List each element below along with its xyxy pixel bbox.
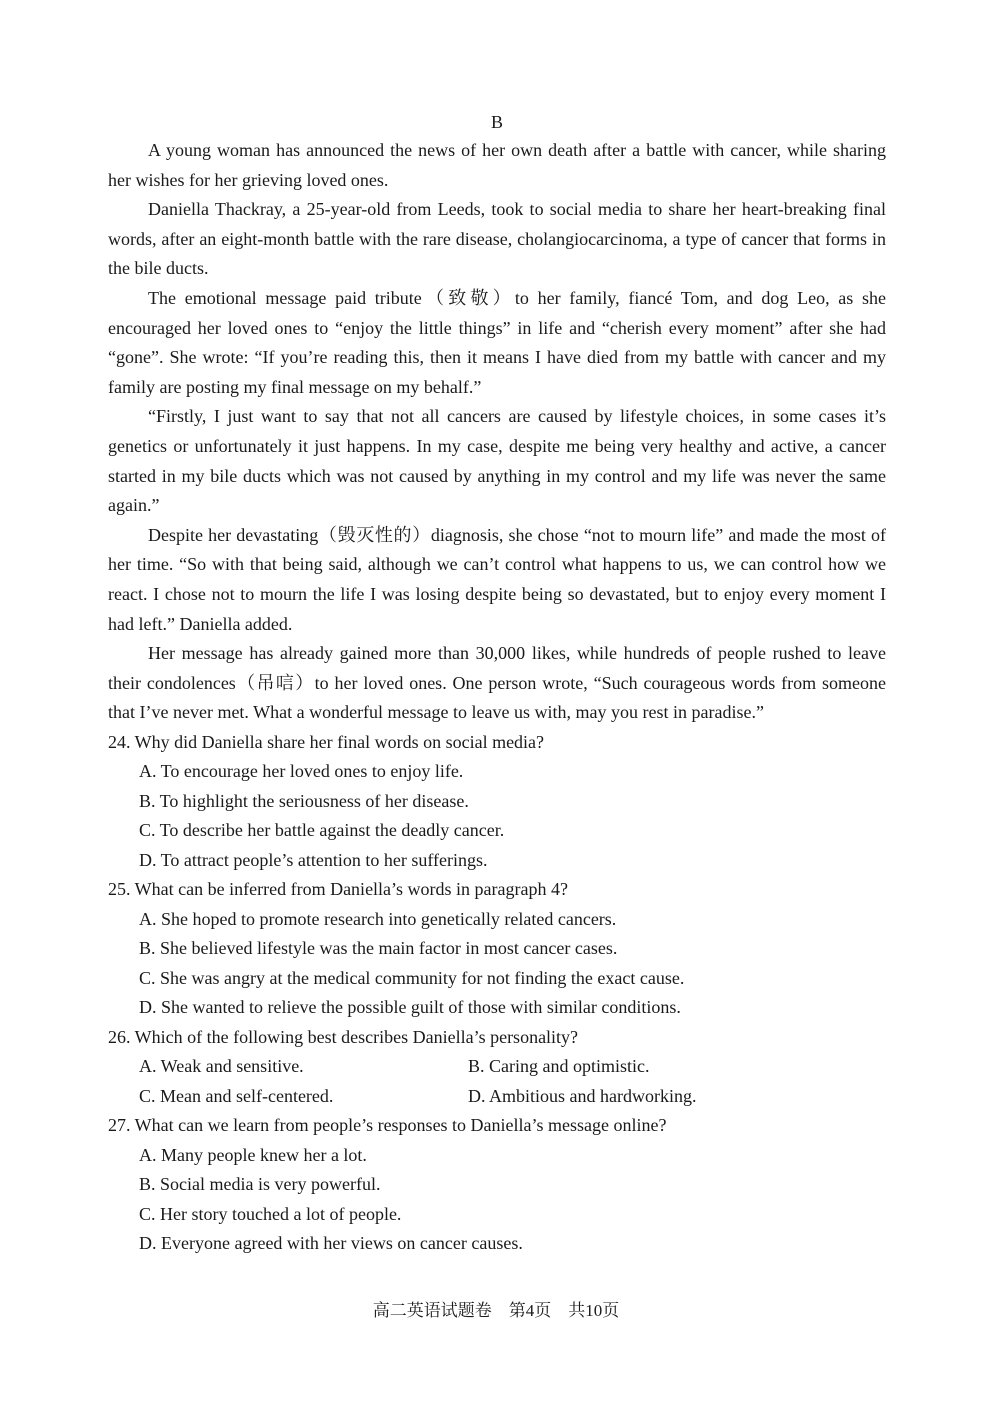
- question-26: [108, 1023, 886, 1112]
- option-c: C. Mean and self-centered.: [139, 1085, 334, 1106]
- option-b: B. To highlight the seriousness of her disease.: [139, 790, 469, 811]
- passage-paragraph-2: Daniella Thackray, a 25-year-old from Leeds, took to social media to share her heart-breaking final words, after an eight-month battle with the rare disease, cholangiocarcinoma, a type of cancer that forms in the bile ducts.: [108, 199, 886, 279]
- passage-paragraph-3: The emotional message paid tribute（致敬）to her family, fiancé Tom, and dog Leo, as she encouraged her loved ones to “enjoy the little things” in life and “cherish every moment” after she had “gone”. She wrote: “If you’re reading this, then it means I have died from my battle with cancer and my family are posting my final message on my behalf.”: [108, 287, 886, 397]
- question-25: [108, 875, 886, 1023]
- question-stem: 27. What can we learn from people’s responses to Daniella’s message online?: [108, 1115, 667, 1136]
- option-c: C. Her story touched a lot of people.: [139, 1203, 402, 1224]
- option-b: B. She believed lifestyle was the main factor in most cancer cases.: [139, 938, 618, 959]
- page-footer: 高二英语试题卷 第4页 共10页: [372, 1301, 620, 1320]
- option-d: D. To attract people’s attention to her sufferings.: [139, 849, 488, 870]
- option-a: A. She hoped to promote research into genetically related cancers.: [139, 908, 617, 929]
- section-title: B: [490, 112, 503, 132]
- passage-paragraph-6: Her message has already gained more than 30,000 likes, while hundreds of people rushed to leave their condolences（吊唁）to her loved ones. One person wrote, “Such courageous words from someone that I’ve never met. What a wonderful message to leave us with, may you rest in paradise.”: [108, 643, 886, 723]
- question-27: [108, 1111, 886, 1259]
- question-stem: 25. What can be inferred from Daniella’s words in paragraph 4?: [108, 879, 568, 900]
- question-stem: 26. Which of the following best describes Daniella’s personality?: [108, 1026, 579, 1047]
- reading-passage: [108, 136, 886, 728]
- option-c: C. To describe her battle against the deadly cancer.: [139, 820, 505, 841]
- option-b: B. Social media is very powerful.: [139, 1174, 381, 1195]
- exam-page: [108, 108, 886, 1259]
- option-row: [108, 1052, 886, 1082]
- passage-paragraph-5: Despite her devastating（毁灭性的）diagnosis, she chose “not to mourn life” and made the most of her time. “So with that being said, although we can’t control what happens to us, we can control how we react. I chose not to mourn the life I was losing despite being so devastated, but to enjoy every moment I had left.” Daniella added.: [108, 524, 886, 634]
- option-d: D. She wanted to relieve the possible guilt of those with similar conditions.: [139, 997, 681, 1018]
- question-24: [108, 728, 886, 876]
- option-c: C. She was angry at the medical community for not finding the exact cause.: [139, 967, 685, 988]
- passage-paragraph-1: A young woman has announced the news of her own death after a battle with cancer, while sharing her wishes for her grieving loved ones.: [108, 140, 886, 190]
- option-a: A. Weak and sensitive.: [139, 1056, 304, 1077]
- option-d: D. Everyone agreed with her views on cancer causes.: [139, 1233, 523, 1254]
- option-b: B. Caring and optimistic.: [468, 1056, 650, 1077]
- option-row: [108, 1082, 886, 1112]
- question-stem: 24. Why did Daniella share her final words on social media?: [108, 731, 545, 752]
- passage-paragraph-4: “Firstly, I just want to say that not all cancers are caused by lifestyle choices, in some cases it’s genetics or unfortunately it just happens. In my case, despite me being very healthy and active, a cancer started in my bile ducts which was not caused by anything in my control and my life was never the same again.”: [108, 406, 886, 516]
- option-d: D. Ambitious and hardworking.: [468, 1085, 697, 1106]
- option-a: A. To encourage her loved ones to enjoy life.: [139, 761, 464, 782]
- option-a: A. Many people knew her a lot.: [139, 1144, 367, 1165]
